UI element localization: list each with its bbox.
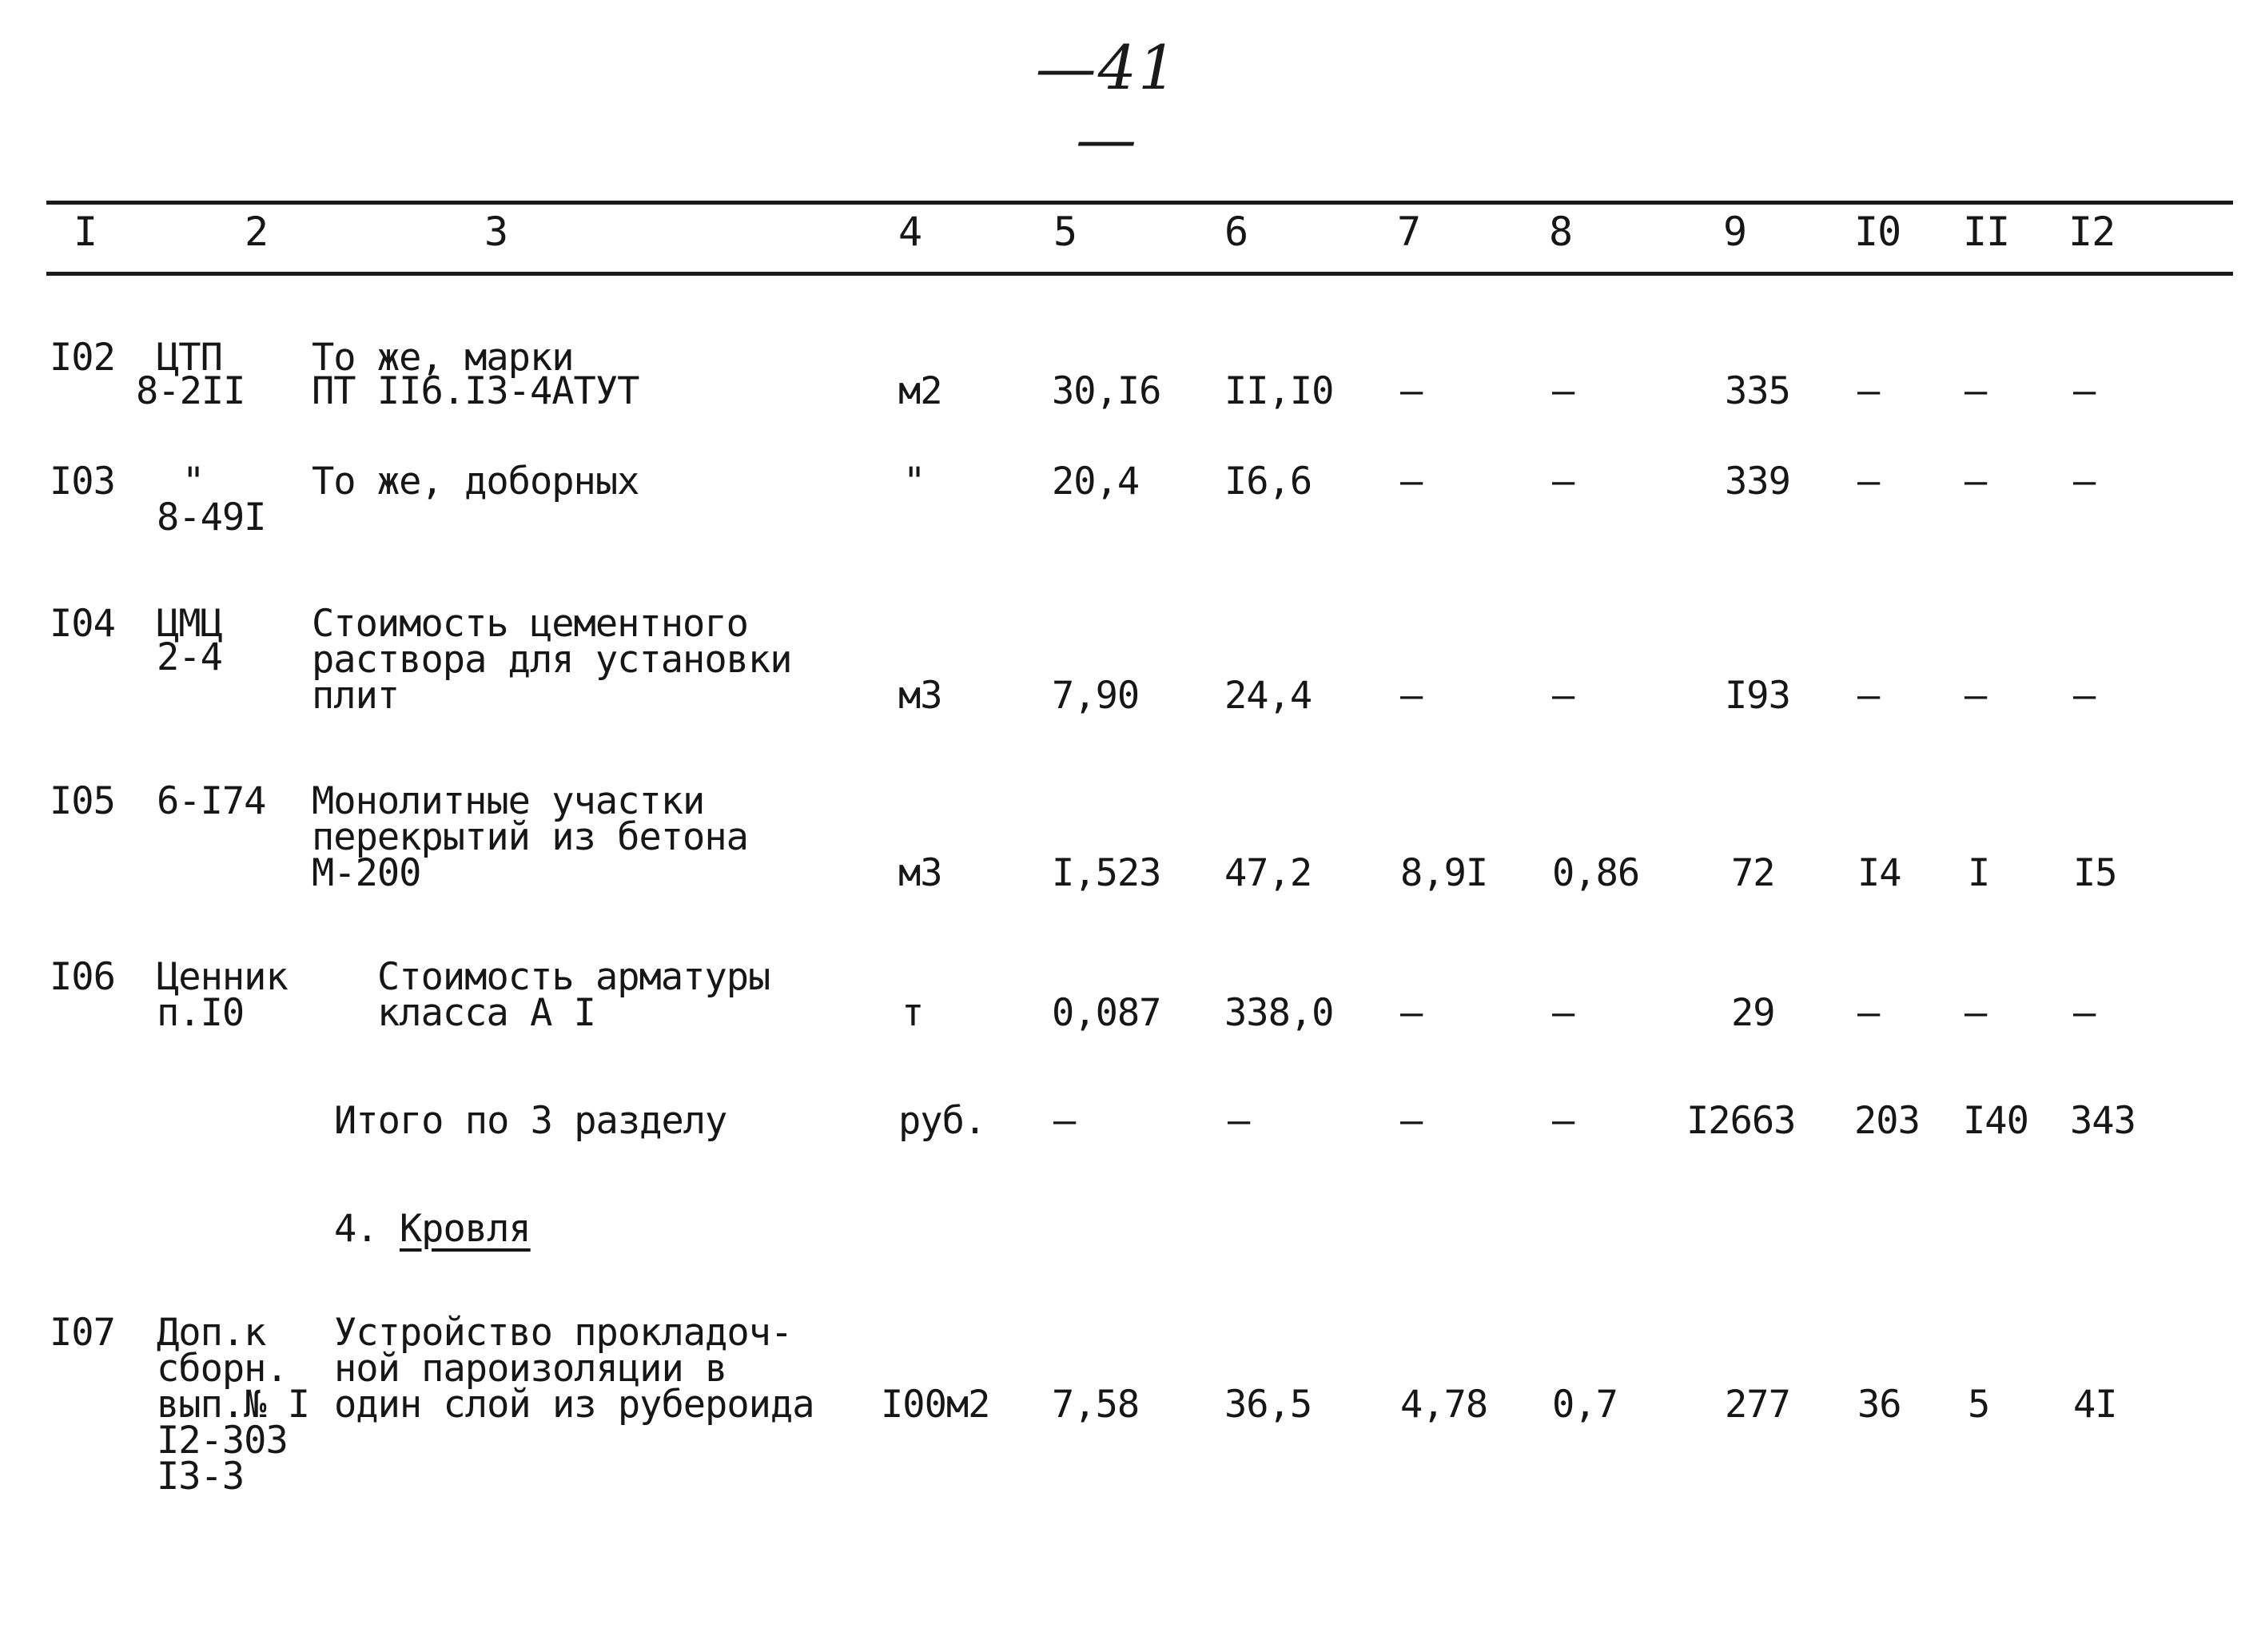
row-col6: I6,6 [1224, 460, 1312, 504]
row-description-line: Стоимость цементного [312, 602, 748, 646]
row-col8: 0,7 [1552, 1383, 1618, 1427]
row-col12: 4I [2073, 1383, 2117, 1427]
row-col6: 338,0 [1224, 991, 1334, 1035]
row-col11: – [1964, 460, 1987, 504]
row-number: I04 [50, 602, 115, 646]
row-col8: – [1552, 991, 1574, 1035]
row-col11: 5 [1968, 1383, 1990, 1427]
row-col9: I93 [1725, 674, 1790, 718]
row-code-line: I3-3 [157, 1455, 245, 1499]
row-code-line: Ценник [157, 955, 288, 999]
row-unit: т [902, 991, 924, 1035]
row-code-line: вып.№ I [157, 1383, 310, 1427]
column-header-12: I2 [2068, 209, 2116, 255]
total-col9: I2663 [1686, 1099, 1796, 1143]
row-col6: 24,4 [1224, 674, 1312, 718]
row-col12: – [2073, 369, 2096, 413]
section-number: 4. [334, 1207, 378, 1251]
row-col10: – [1857, 991, 1880, 1035]
column-header-2: 2 [245, 209, 269, 255]
total-col12: 343 [2070, 1099, 2136, 1143]
column-header-3: 3 [484, 209, 508, 255]
row-col5: I,523 [1052, 851, 1161, 895]
row-col9: 29 [1731, 991, 1775, 1035]
row-col10: – [1857, 369, 1880, 413]
row-col6: 47,2 [1224, 851, 1312, 895]
row-number: I05 [50, 779, 115, 823]
row-col10: – [1857, 674, 1880, 718]
row-col8: – [1552, 460, 1574, 504]
row-col12: I5 [2073, 851, 2117, 895]
section-title: Кровля [399, 1207, 531, 1251]
total-col5: – [1053, 1099, 1076, 1143]
row-col7: – [1400, 460, 1423, 504]
row-description-line: То же, доборных [312, 460, 639, 504]
row-col6: II,I0 [1224, 369, 1334, 413]
row-description-line: класса А I [377, 991, 595, 1035]
row-col10: I4 [1857, 851, 1901, 895]
row-code-line: ЦТП [157, 336, 222, 380]
table-header-rule [46, 272, 2233, 276]
row-description-line: Устройство прокладоч- [334, 1311, 793, 1355]
row-col5: 7,90 [1052, 674, 1140, 718]
row-code-line: ЦМЦ [157, 602, 222, 646]
column-header-8: 8 [1549, 209, 1573, 255]
row-col10: – [1857, 460, 1880, 504]
column-header-6: 6 [1224, 209, 1248, 255]
total-col6: – [1228, 1099, 1250, 1143]
row-code-line: Доп.к [157, 1311, 266, 1355]
column-header-11: II [1963, 209, 2010, 255]
column-header-7: 7 [1397, 209, 1421, 255]
row-number: I07 [50, 1311, 115, 1355]
row-description-line: ной пароизоляции в [334, 1347, 727, 1391]
row-col11: – [1964, 369, 1987, 413]
column-header-4: 4 [898, 209, 922, 255]
row-unit: м2 [898, 369, 942, 413]
row-unit: м3 [898, 851, 942, 895]
row-col7: – [1400, 674, 1423, 718]
row-description-line: один слой из рубероида [334, 1383, 814, 1427]
total-col7: – [1400, 1099, 1423, 1143]
row-col12: – [2073, 991, 2096, 1035]
total-col10: 203 [1854, 1099, 1920, 1143]
row-number: I06 [50, 955, 115, 999]
row-description-line: М-200 [312, 851, 421, 895]
row-col9: 72 [1731, 851, 1775, 895]
section-heading [334, 1207, 531, 1251]
row-code-line: 8-2II [136, 369, 245, 413]
column-header-9: 9 [1723, 209, 1747, 255]
row-col12: – [2073, 674, 2096, 718]
row-description-line: Стоимость арматуры [377, 955, 770, 999]
row-description-line: То же, марки [312, 336, 574, 380]
row-description-line: плит [312, 674, 400, 718]
row-description-line: перекрытий из бетона [312, 815, 748, 859]
row-description-line: Монолитные участки [312, 779, 705, 823]
row-col10: 36 [1857, 1383, 1901, 1427]
row-number: I03 [50, 460, 115, 504]
row-col11: – [1964, 674, 1987, 718]
row-col8: – [1552, 674, 1574, 718]
total-col8: – [1552, 1099, 1574, 1143]
total-col11: I40 [1963, 1099, 2028, 1143]
row-number: I02 [50, 336, 115, 380]
total-unit: руб. [898, 1099, 986, 1143]
column-header-5: 5 [1053, 209, 1077, 255]
row-col12: – [2073, 460, 2096, 504]
row-code-line: сборн. [157, 1347, 288, 1391]
row-code-line: 2-4 [157, 635, 222, 679]
row-col8: – [1552, 369, 1574, 413]
row-col7: – [1400, 369, 1423, 413]
row-col11: – [1964, 991, 1987, 1035]
row-unit: " [903, 460, 926, 504]
row-col7: 8,9I [1400, 851, 1488, 895]
page-number: —41— [1035, 32, 1179, 174]
row-col5: 20,4 [1052, 460, 1140, 504]
row-col5: 0,087 [1052, 991, 1161, 1035]
row-col7: – [1400, 991, 1423, 1035]
row-col11: I [1968, 851, 1990, 895]
column-header-1: I [74, 209, 98, 255]
row-col9: 339 [1725, 460, 1790, 504]
row-code-line: п.I0 [157, 991, 245, 1035]
row-code-line: 8-49I [157, 496, 266, 539]
row-col5: 7,58 [1052, 1383, 1140, 1427]
row-unit: м3 [898, 674, 942, 718]
row-description-line: ПТ II6.I3-4АТУТ [312, 369, 639, 413]
row-col8: 0,86 [1552, 851, 1640, 895]
row-unit: I00м2 [881, 1383, 990, 1427]
column-header-10: I0 [1854, 209, 1901, 255]
total-label: Итого по 3 разделу [334, 1099, 727, 1143]
table-top-rule [46, 201, 2233, 205]
row-description-line: раствора для установки [312, 638, 792, 682]
row-col7: 4,78 [1400, 1383, 1488, 1427]
row-col9: 335 [1725, 369, 1790, 413]
row-code-line: 6-I74 [157, 779, 266, 823]
row-col5: 30,I6 [1052, 369, 1161, 413]
row-code-line: I2-303 [157, 1419, 288, 1463]
row-col9: 277 [1725, 1383, 1790, 1427]
row-code-line: " [182, 460, 205, 504]
row-col6: 36,5 [1224, 1383, 1312, 1427]
